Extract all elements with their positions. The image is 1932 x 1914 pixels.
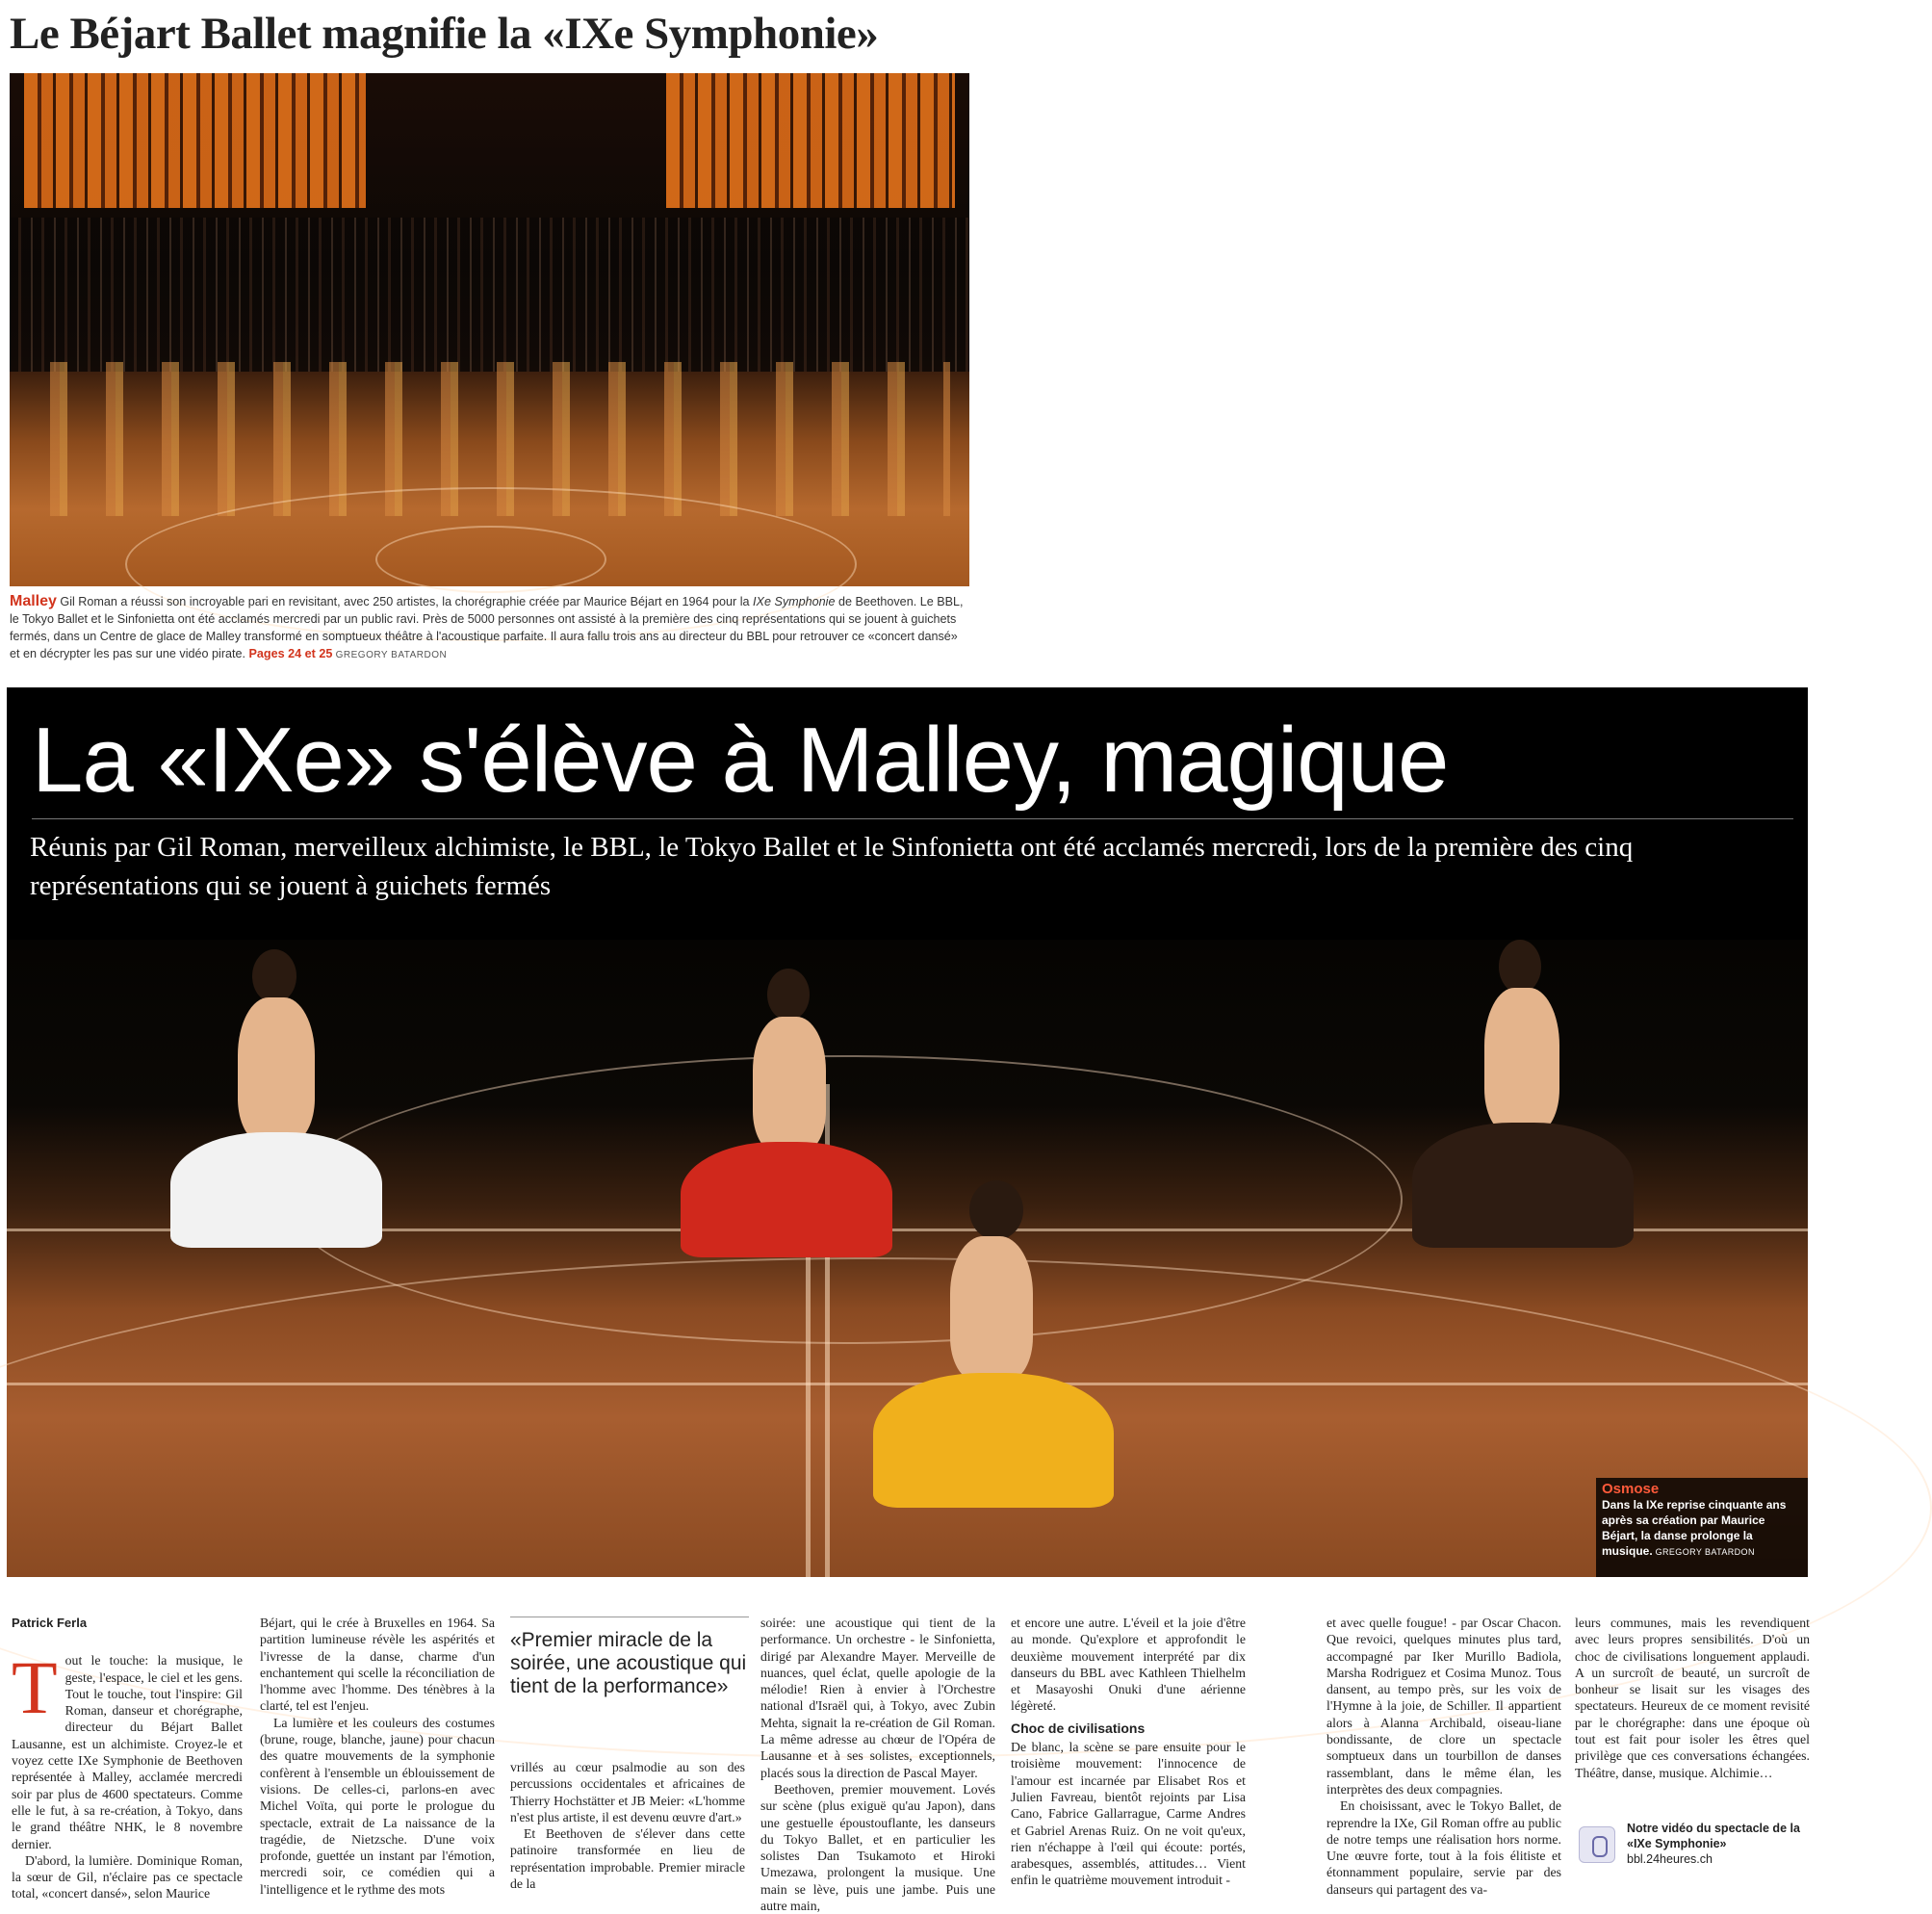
paragraph: Et Beethoven de s'élever dans cette patinoire transformée en lieu de représentation improbable. Premier miracle de la <box>510 1826 745 1892</box>
caption-credit: GREGORY BATARDON <box>1652 1547 1755 1557</box>
headline-band <box>7 687 1808 940</box>
paragraph: D'abord, la lumière. Dominique Roman, la sœur de Gil, n'éclaire pas ce spectacle total, «concert dansé», selon Maurice <box>12 1852 243 1901</box>
paragraph: et avec quelle fougue! - par Oscar Chacon. Que revoici, quelques minutes plus tard, accompagné par Iker Murillo Badiola, Marsha Rodriguez et Cosima Munoz. Tous dansent, au tempo près, sur les voix de l'Hymne à la joie, de Schiller. Il appartient alors à Alanna Archibald, oiseau-liane bondissante, de clore un spectacle somptueux dans un tourbillon de danses rassemblant, dans le même élan, les interprètes des deux compagnies. <box>1327 1616 1561 1797</box>
caption-text: Dans la IXe reprise cinquante ans après sa création par Maurice Béjart, la danse prolonge la musique. <box>1602 1498 1787 1558</box>
video-promo[interactable] <box>1577 1813 1810 1871</box>
dancer-legs <box>873 1373 1114 1508</box>
dancer-legs <box>681 1142 892 1257</box>
headline-rule <box>32 818 1793 819</box>
body-column-7 <box>1575 1615 1810 1807</box>
lead-paragraph: Réunis par Gil Roman, merveilleux alchimiste, le BBL, le Tokyo Ballet et le Sinfonietta ont été acclamés mercredi, lors de la première des cinq représentations qui se jouent à guichets fermés <box>30 832 1634 901</box>
dancer-head <box>1499 940 1541 994</box>
top-headline: Le Béjart Ballet magnifie la «IXe Symphonie» <box>10 9 879 59</box>
paragraph: leurs communes, mais les revendiquent avec leurs propres sensibilités. D'où un choc de civilisations longuement applaudi. A un surcroît de beauté, un surcroît de bonheur se lisait sur les visages des spectateurs. Heureux de ce moment revisité par le chorégraphe: dans une époque où tout est fait pour isoler les êtres quel privilège que ces conversations échangées. Théâtre, danse, musique. Alchimie… <box>1575 1616 1810 1780</box>
dancer-head <box>767 969 810 1021</box>
main-photo-caption <box>1596 1478 1808 1577</box>
orchestra <box>10 218 969 372</box>
paragraph: et encore une autre. L'éveil et la joie d'être au monde. Qu'explore et approfondit le deuxième mouvement interprété par dix danseurs du BBL avec Kathleen Thielhelm et Masayoshi Onuki d'une aérienne légèreté. <box>1011 1616 1246 1714</box>
paragraph: La lumière et les couleurs des costumes (brune, rouge, blanche, jaune) pour chacun des quatre mouvements de la symphonie confèrent à l'ensemble un éblouissement de visions. De celles-ci, parlons-en avec Michel Voïta, qui porte le prologue du spectacle, extrait de La naissance de la tragédie, de Nietzsche. D'une voix profonde, guettée un instant par l'émotion, mercredi soir, ce comédien qui a l'intelligence et le rythme des mots <box>260 1715 495 1897</box>
main-headline: La «IXe» s'élève à Malley, magique <box>32 709 1449 812</box>
paragraph: En choisissant, avec le Tokyo Ballet, de reprendre la IXe, Gil Roman offre au public de notre temps une réalisation hors norme. Une œuvre forte, tout à la fois élitiste et étonnamment populaire, servie par des danseurs qui partagent des va- <box>1327 1798 1561 1897</box>
drop-cap: T <box>12 1645 58 1730</box>
video-promo-text <box>1627 1821 1810 1867</box>
subheading: Choc de civilisations <box>1011 1720 1146 1736</box>
dancer-legs <box>1412 1123 1634 1248</box>
caption-page-ref: Pages 24 et 25 <box>248 647 333 660</box>
pull-quote: «Premier miracle de la soirée, une acoustique qui tient de la performance» <box>510 1617 749 1730</box>
byline: Patrick Ferla <box>12 1616 88 1630</box>
caption-kicker: Osmose <box>1602 1481 1660 1497</box>
dancer-torso <box>1484 988 1559 1132</box>
dancer-torso <box>950 1236 1033 1381</box>
caption-kicker: Malley <box>10 593 57 609</box>
video-link[interactable]: bbl.24heures.ch <box>1627 1852 1713 1866</box>
paragraph: De blanc, la scène se pare ensuite pour le troisième mouvement: l'innocence de l'amour est incarnée par Elisabet Ros et Julien Favreau, bientôt rejoints par Lisa Cano, Fabrice Gallarrague, Carme Andres et Gabriel Arenas Ruiz. On ne voit qu'eux, rien n'échappe à l'œil qui écoute: portés, arabesques, assemblés, attitudes… Vient enfin le quatrième mouvement introduit - <box>1011 1740 1246 1888</box>
body-column-6 <box>1327 1615 1561 1897</box>
caption-text-b: de Beethoven. Le BBL, le Tokyo Ballet et le Sinfonietta ont été acclamés mercredi par un public ravi. Près de 5000 personnes ont assisté à la première des cinq représentations qui se jouent à guichets fermés, dans un Centre de glace de Malley transformé en somptueux théâtre à l'acoustique parfaite. Il aura fallu trois ans au directeur du BBL pour retrouver ce «concert dansé» et en décrypter les pas sur une vidéo pirate. <box>10 595 964 660</box>
caption-italic: IXe Symphonie <box>753 595 836 608</box>
body-column-1 <box>12 1615 243 1901</box>
dancer-torso <box>753 1017 826 1151</box>
top-photo-caption <box>10 593 969 672</box>
paragraph: soirée: une acoustique qui tient de la performance. Un orchestre - le Sinfonietta, dirigé par Alexandre Mayer. Merveille de nuances, quel éclat, quelle apologie de la mélodie! Rien à envier à l'Orchestre national d'Israël qui, à Tokyo, avec Zubin Mehta, signait la re-création de Gil Roman. La même adresse au chœur de l'Opéra de Lausanne et à ses solistes, exceptionnels, placés sous la direction de Pascal Mayer. <box>760 1616 995 1780</box>
stage-inner-circle <box>375 526 606 593</box>
caption-text-a: Gil Roman a réussi son incroyable pari en revisitant, avec 250 artistes, la chorégraphie créée par Maurice Béjart en 1964 pour la <box>56 595 754 608</box>
caption-credit: GREGORY BATARDON <box>332 650 448 660</box>
body-column-2 <box>260 1615 495 1897</box>
dancer-torso <box>238 997 315 1142</box>
choir-left <box>24 73 366 208</box>
video-icon <box>1579 1826 1615 1863</box>
body-column-5 <box>1011 1615 1246 1888</box>
dancer-head <box>969 1180 1023 1240</box>
body-column-4 <box>760 1615 995 1914</box>
choir-right <box>666 73 955 208</box>
dancer-head <box>252 949 296 1003</box>
paragraph: vrillés au cœur psalmodie au son des percussions occidentales et africaines de Thierry Hochstätter et JB Meier: «L'homme n'est plus artiste, il est devenu œuvre d'art.» <box>510 1760 745 1824</box>
video-title: Notre vidéo du spectacle de la «IXe Symphonie» <box>1627 1822 1800 1850</box>
paragraph: Béjart, qui le crée à Bruxelles en 1964. Sa partition lumineuse révèle les aspérités et l'ivresse de la danse, charme d'un enchantement qui scelle la réconciliation de l'homme avec l'homme. Des ténèbres à la clarté, tel est l'enjeu. <box>260 1616 495 1714</box>
paragraph: out le touche: la musique, le geste, l'espace, le ciel et les gens. Tout le touche, tout l'inspire: Gil Roman, danseur et chorégraphe, directeur du Béjart Ballet Lausanne, est un alchimiste. Croyez-le et voyez cette IXe Symphonie de Beethoven représentée à Malley, acclamée mercredi soir par plus de 4600 spectateurs. Comme elle le fut, à sa re-création, à Tokyo, dans le grand théâtre NHK, le 8 novembre dernier. <box>12 1653 243 1851</box>
top-photo-ballet-ensemble <box>10 73 969 586</box>
paragraph: Beethoven, premier mouvement. Lovés sur scène (plus exiguë qu'au Japon), dans une gestuelle époustouflante, les danseurs du Tokyo Ballet, et en particulier les solistes Dan Tsukamoto et Hiroki Umezawa, prolongent la musique. Une main se lève, puis une jambe. Puis une autre main, <box>760 1781 995 1914</box>
body-column-3 <box>510 1615 745 1892</box>
dancer-legs <box>170 1132 382 1248</box>
main-photo-four-dancers <box>7 940 1808 1577</box>
